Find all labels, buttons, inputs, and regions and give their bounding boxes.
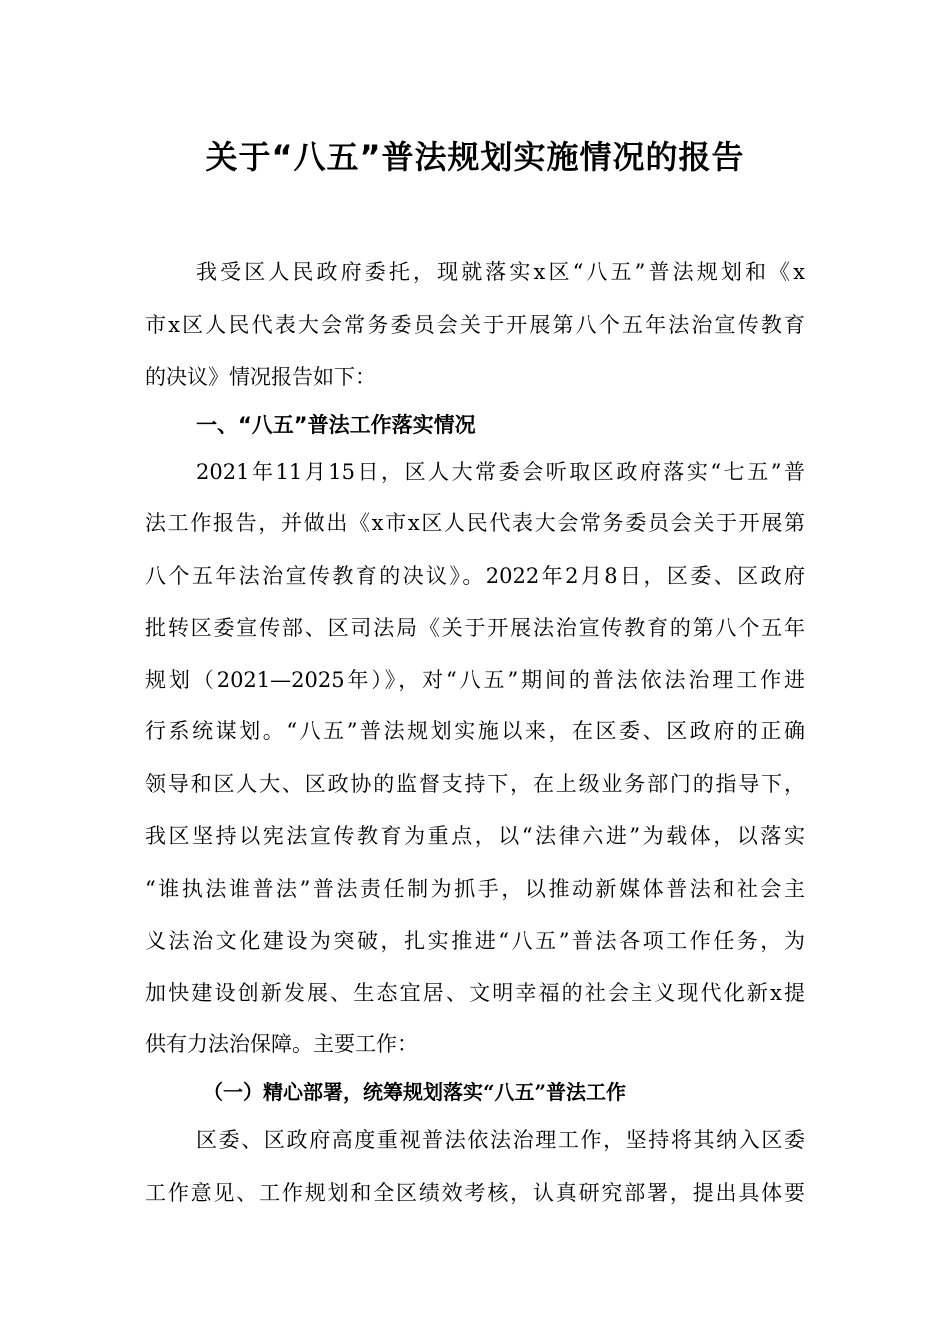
paragraph-line: “谁执法谁普法”普法责任制为抓手，以推动新媒体普法和社会主 bbox=[145, 877, 805, 901]
paragraph-line: 领导和区人大、区政协的监督支持下，在上级业务部门的指导下， bbox=[145, 772, 805, 796]
paragraph-line: 义法治文化建设为突破，扎实推进“八五”普法各项工作任务，为 bbox=[145, 929, 805, 953]
paragraph-line: 行系统谋划。“八五”普法规划实施以来，在区委、区政府的正确 bbox=[145, 719, 805, 743]
paragraph-line: 我区坚持以宪法宣传教育为重点，以“法律六进”为载体，以落实 bbox=[145, 824, 805, 848]
section-heading-2: （一）精心部署，统筹规划落实“八五”普法工作 bbox=[203, 1080, 627, 1104]
paragraph-line: 供有力法治保障。主要工作： bbox=[145, 1032, 418, 1056]
paragraph-line: 加快建设创新发展、生态宜居、文明幸福的社会主义现代化新x提 bbox=[145, 981, 805, 1005]
paragraph-line: 规划（2021—2025年）》，对“八五”期间的普法依法治理工作进 bbox=[145, 668, 805, 692]
paragraph-line: 2021年11月15日，区人大常委会听取区政府落实“七五”普 bbox=[196, 460, 805, 484]
intro-line: 市x区人民代表大会常务委员会关于开展第八个五年法治宣传教育 bbox=[145, 313, 805, 337]
paragraph-line: 八个五年法治宣传教育的决议》。2022年2月8日，区委、区政府 bbox=[145, 564, 805, 588]
document-title: 关于“八五”普法规划实施情况的报告 bbox=[205, 138, 745, 176]
paragraph-line: 工作意见、工作规划和全区绩效考核，认真研究部署，提出具体要 bbox=[145, 1181, 805, 1205]
paragraph-line: 法工作报告，并做出《x市x区人民代表大会常务委员会关于开展第 bbox=[145, 511, 805, 535]
intro-line: 我受区人民政府委托，现就落实x区“八五”普法规划和《x bbox=[196, 260, 805, 284]
paragraph-line: 区委、区政府高度重视普法依法治理工作，坚持将其纳入区委 bbox=[196, 1128, 805, 1152]
intro-line: 的决议》情况报告如下： bbox=[145, 365, 376, 389]
paragraph-line: 批转区委宣传部、区司法局《关于开展法治宣传教育的第八个五年 bbox=[145, 616, 805, 640]
section-heading-1: 一、“八五”普法工作落实情况 bbox=[196, 413, 476, 437]
